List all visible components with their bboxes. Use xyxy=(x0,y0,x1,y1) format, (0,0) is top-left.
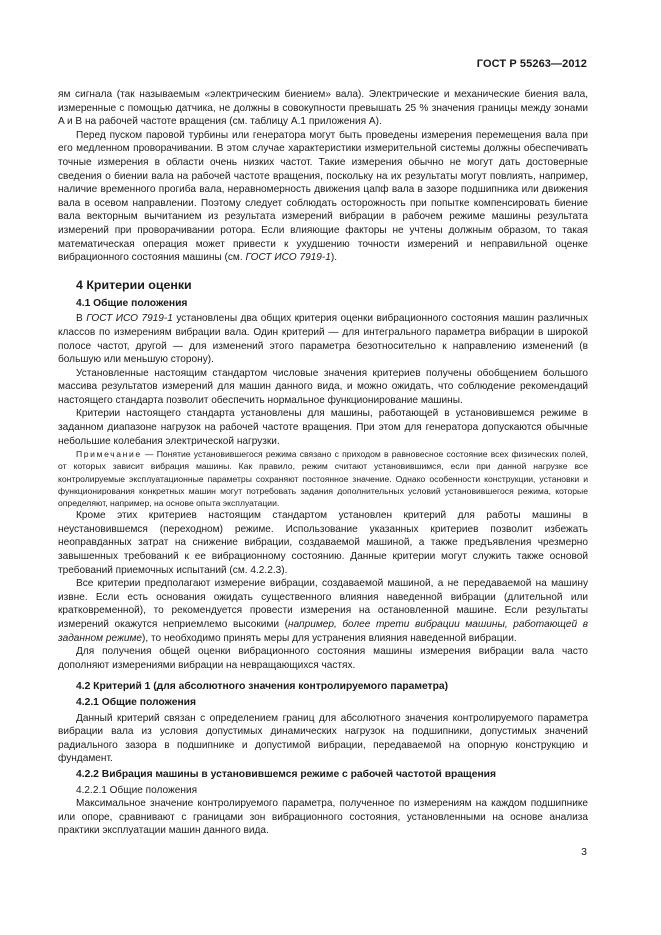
section-4-2-heading: 4.2 Критерий 1 (для абсолютного значения контролируемого параметра) xyxy=(76,681,449,693)
paragraph-8: Для получения общей оценки вибрационного состояния машины измерения вибрации вала часто дополняют измерениями вибрации на невращающихся частях. xyxy=(58,646,588,671)
paragraph-9: Данный критерий связан с определением границ для абсолютного значения контролируемого параметра вибрации вала из условия допустимых динамических нагрузок на подшипники, допустимых значений радиального зазора в подшипнике и допустимой вибрации, передаваемой на опорную конструкцию и фундамент. xyxy=(58,712,588,765)
paragraph-1: ям сигнала (так называемым «электрическим биением» вала). Электрические и механические биения вала, измеренные с помощью датчика, не должны в совокупности превышать 25 % значения границы между зонами A и B на рабочей частоте вращения (см. таблицу A.1 приложения A). xyxy=(58,89,588,128)
note-text: — Понятие установившегося режима связано с приходом в равновесное состояние всех физических полей, от которых зависит вибрация машины. Как правило, режим считают установившимся, если при данной нагрузке все контролируемые эксплуатационные параметры сохраняют постоянное значение. Однако особенности конструкции, установки и функционирования конкретных машин могут потребовать задания дополнительных условий установившегося режима, которые определяют, например, на основе опыта эксплуатации. xyxy=(58,449,588,509)
paragraph-4: Установленные настоящим стандартом числовые значения критериев получены обобщением большого массива результатов измерений для машин данного вида, и можно ожидать, что соблюдение рекомендаций настоящего стандарта позволит обеспечить нормальное функционирование машины. xyxy=(58,367,588,406)
paragraph-10: Максимальное значение контролируемого параметра, полученное по измерениям на каждом подшипнике или опоре, сравнивают с границами зон вибрационного состояния, установленными на основе анализа практики эксплуатации машин данного вида. xyxy=(58,798,588,837)
paragraph-6: Кроме этих критериев настоящим стандартом установлен критерий для работы машины в неустановившемся (переходном) режиме. Использование указанных критериев позволит избежать неоправданных затрат на снижение вибрации, создаваемой машиной, а также предъявления чрезмерно завышенных требований к ее вибрационному состоянию. Данные критерии могут служить также основой требований приемочных испытаний (см. 4.2.2.3). xyxy=(58,510,588,576)
section-4-2-2-heading: 4.2.2 Вибрация машины в установившемся режиме с рабочей частотой вращения xyxy=(76,768,497,780)
paragraph-7-text-b: ), то необходимо принять меры для устранения влияния наведенной вибрации. xyxy=(142,632,517,644)
section-4-1-heading: 4.1 Общие положения xyxy=(76,297,188,309)
section-4-heading: 4 Критерии оценки xyxy=(76,277,192,292)
paragraph-7 xyxy=(58,577,588,645)
document-id-header: ГОСТ Р 55263—2012 xyxy=(476,58,587,70)
section-4-2-2-1-heading: 4.2.2.1 Общие положения xyxy=(76,784,198,796)
section-4-2-1-heading: 4.2.1 Общие положения xyxy=(76,696,196,708)
standard-reference-link: ГОСТ ИСО 7919-1 xyxy=(245,252,331,264)
paragraph-5: Критерии настоящего стандарта установлены для машины, работающей в установившемся режиме в заданном диапазоне нагрузок на рабочей частоте вращения. При этом для генератора допускаются обычные небольшие колебания электрической нагрузки. xyxy=(58,408,588,447)
paragraph-2-end: ). xyxy=(330,252,338,264)
paragraph-7-text-a: Все критерии предполагают измерение вибрации, создаваемой машиной, а не передаваемой на машину извне. Если есть основания ожидать существенного влияния наведенной вибрации (длительной или кратковременной), то рекомендуется провести измерения на остановленной машине. Если результаты измерений окажутся неприемлемо высокими ( xyxy=(58,578,588,631)
paragraph-2-text: Перед пуском паровой турбины или генератора могут быть проведены измерения перемещения вала при его медленном проворачивании. В этом случае характеристики измерительной системы должны обеспечивать точные измерения в области очень низких частот. Такие измерения обычно не могут дать достоверные сведения о биении вала на рабочей частоте вращения, поскольку на их результаты могут повлиять, например, наличие временного прогиба вала, неравномерность движения цапф вала в зазоре подшипника или движения вала в осевом направлении. Поэтому следует соблюдать осторожность при попытке компенсировать биение вала векторным вычитанием из результата измерений вибрации в рабочем режиме машины результата измерений при проворачивании ротора. Если влияющие факторы не учтены должным образом, то такая математическая операция может привести к ухудшению точности измерений и неправильной оценке вибрационного состояния машины (см. xyxy=(58,129,588,264)
note-label: Примечание xyxy=(76,449,142,460)
paragraph-2 xyxy=(58,129,588,265)
paragraph-3-start: В xyxy=(76,313,87,325)
document-body xyxy=(58,88,588,838)
note-block xyxy=(58,448,588,509)
paragraph-3 xyxy=(58,312,588,366)
paragraph-7-emphasis: например, более трети вибрации машины, работающей в заданном режиме xyxy=(58,619,588,644)
paragraph-3-text: установлены два общих критерия оценки вибрационного состояния машин различных классов по измерениям вибрации вала. Один критерий — для интегрального параметра вибрации в широкой полосе частот, другой — для изменений этого параметра безотносительно к направлению изменений (в большую или меньшую сторону). xyxy=(58,313,588,366)
page-number: 3 xyxy=(581,846,587,858)
standard-reference: ГОСТ ИСО 7919-1 xyxy=(86,313,173,325)
